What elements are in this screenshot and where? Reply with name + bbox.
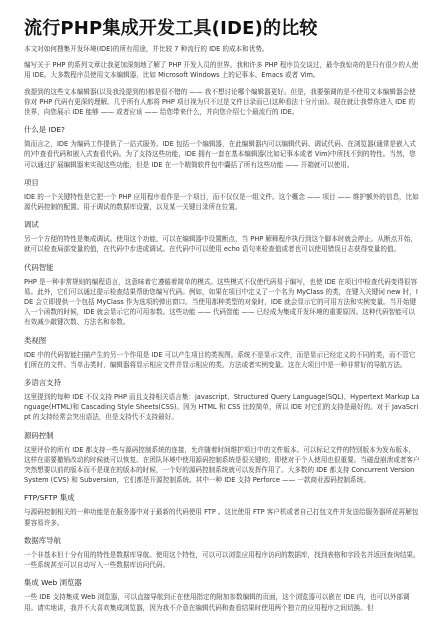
- paragraph: IDE 的一个关键特性是它把一个 PHP 应用程序看作是一个项目，而不仅仅是一组文件。这个概念 —— 项目 —— 维护额外的信息，比如源代码控制的配置、用于调试的数据库设置，以及某一关键目录所在位置。: [24, 192, 419, 212]
- section-heading: 集成 Web 浏览器: [24, 578, 82, 588]
- section-heading: 数据库导航: [24, 535, 61, 545]
- section-heading: 源码控制: [24, 430, 54, 440]
- paragraph: 一个非基本但十分有用的特性是数据库导航。使用这个特性，可以可以浏览应用程序访问的数据库，找到表格和字段名并返回查询结果。一些系统甚至可以自动写入一些数据库访问代码。: [24, 550, 420, 570]
- section-heading: 什么是 IDE?: [24, 125, 65, 135]
- paragraph: PHP 是一种非常规则的编程语言，这意味着它遵循着简单的模式。这些模式不仅使代码易于编写，也使 IDE 在项目中检查代码变得很容易。此外，它们可以通过提示检查结果帮助您编写代码。例如，如果在项目中定义了一个名为 MyClass 的类，在键入关键词 new 时，IDE 会立即提供一个包括 MyClass 作为选项的弹出窗口。当使用那种类型的对象时，IDE 就会显示它的可用方法和实例变量。当开始键入一个函数的时候，IDE 就会显示它的可用参数。这些功能 —— 代码智能 —— 已经成为集成开发环境的重要原因。这种代码智能可以有效减少敲键次数、方法名和参数。: [24, 277, 418, 327]
- paragraph: 编写关于 PHP 的系列文章让我更加深刻地了解了 PHP 开发人员的世界。我和许多 PHP 程序员交谈过，最令我惊奇的是只有很少的人使用 IDE。大多数程序员使用文本编辑器，比如 Microsoft Windows 上的记事本、Emacs 或者 Vim。: [24, 61, 419, 80]
- paragraph: 简而言之，IDE 为编码工作提供了一站式服务。IDE 包括一个编辑器，在此编辑器内可以编辑代码、调试代码、在浏览器(通常是嵌入式的)中查看代码和嵌入式查看代码。为了支持这些功能，IDE 拥有一套在基本编辑器(比如记事本或者 Vim)中所找不到的特性。当然，您可以通过扩展编辑器来实现这些功能，但是 IDE 在一个精简软件包中囊括了所有这些功能 —— 开箱就可以使用。: [24, 140, 416, 169]
- paragraph: 一些 IDE 支持集成 Web 浏览器，可以直接导航到正在使用指定的附加参数编辑的页面，这个浏览器可以嵌在 IDE 内，也可以外部调用。请实地讲，我并不大喜欢集成浏览器，因为我不介意在编辑代码和查看结果时使用两个独立的应用程序之间切换。但: [24, 593, 410, 612]
- document-body: [24, 44, 420, 619]
- paragraph: 另一个方便的特性是集成调试。使用这个功能，可以在编辑器中设置断点，当 PHP 解释程序执行到这个脚本时就会停止。从断点开始，就可以检查局部变量的值，在代码中步进或调试。在代码中可以使用 echo 语句来检查值或者也可以使用错误日志获得变量的值。: [24, 235, 417, 254]
- section-heading: 多语言支持: [24, 378, 61, 388]
- section-heading: 调试: [24, 220, 39, 230]
- paragraph: 这里提到的每种 IDE 不仅支持 PHP 而且支持相关语言集：javascript、Structured Query Language(SQL)、Hypertext Markup Language(HTML)和 Cascading Style Sheets(CSS)。因为 HTML 和 CSS 比较简单，所以 IDE 对它们的支持是最好的。对于 JavaScript 的支持经常会突出语法，但是支持代不支持最好。: [24, 393, 420, 422]
- paragraph: 本文对如何搜集开发环境(IDE)的所有用途，并比较 7 种流行的 IDE 的成本和优势。: [24, 45, 269, 53]
- section-heading: 项目: [24, 177, 39, 187]
- paragraph: IDE 中的代码智能扫描产生的另一个作用是 IDE 可以产生项目的类视图。系统不是显示文件，而是显示已经定义的不同的类，而不管它们所在的文件。当单击类时，编辑器将显示相应文件并显示相应的类。方法或者实例变量。这在大项目中是一种非常好的导航方法。: [24, 350, 416, 369]
- section-heading: 类视图: [24, 335, 47, 345]
- paragraph: 与源码控制相关的一种功能是在服务器中对于最新的代码使用 FTP 。这比使用 FTP 客户机或者自己打包文件并发送给服务器所花再解包要容易许多。: [24, 508, 419, 527]
- section-heading: 代码智能: [24, 262, 54, 272]
- section-heading: FTP/SFTP 集成: [24, 493, 75, 503]
- paragraph: 我提到的这些文本编辑器(以及我没提到的)都是很不错的 —— 我不想讨论哪个编辑器更好。但是，我要强调的是不使用文本编辑器会使你对 PHP 代码有更深的理解。几乎所有人都将 PHP 项目视为只不过是文件目录而已(这种看法十分片面)。现在就让我带你进入 IDE 的世界，向您展示 IDE 能够 —— 或者应该 —— 给您带来什么，并向您介绍七个最流行的 IDE。: [24, 87, 416, 117]
- paragraph: 这里评价的所有 IDE 都支持一些与源码控制系统的连接，允许随着时间维护项目中的文件版本。可以标记文件的特别版本为发布版本，这样在需要撤销改动的时候就可以恢复。在团队环境中使用源码控制系统是很关键的，即使对于个人使用也很重要。当磁盘崩溃或者客户突然想要以前的版本而不是现在的版本的时候，一个好的源码控制系统就可以发挥作用了。大多数的 IDE 都支持 Concurrent Version System (CVS) 和 Subversion，它们都是开源控制系统。其中一种 IDE 支持 Perforce —— 一款商业源码控制系统。: [24, 445, 420, 485]
- document-title: 流行PHP集成开发工具(IDE)的比较: [24, 18, 318, 39]
